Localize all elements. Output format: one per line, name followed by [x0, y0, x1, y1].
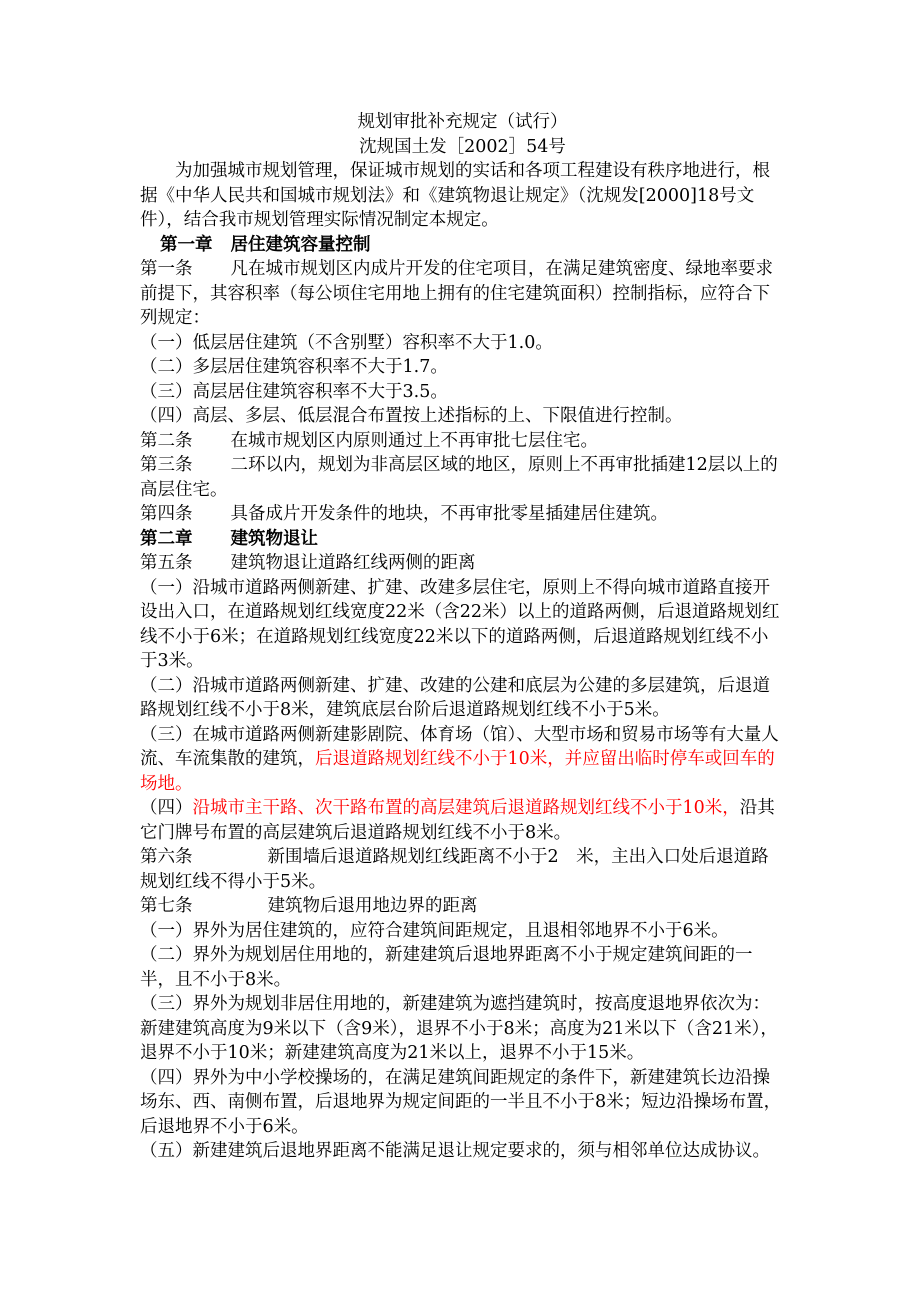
article-5-item-2: （二）沿城市道路两侧新建、扩建、改建的公建和底层为公建的多层建筑，后退道路规划红线不小于8米，建筑底层台阶后退道路规划红线不小于5米。: [140, 675, 770, 720]
article-4-number: 第四条: [140, 504, 193, 524]
article-7-item-5: （五）新建建筑后退地界距离不能满足退让规定要求的，须与相邻单位达成协议。: [140, 1141, 770, 1161]
article-5-item-4-label: （四）: [140, 798, 193, 818]
article-2: [140, 429, 785, 454]
article-5-item-4: [140, 796, 785, 845]
article-5-item-3-highlight: 后退道路规划红线不小于10米，并应留出临时停车或回车的场地。: [140, 749, 775, 794]
article-7-item-3: （三）界外为规划非居住用地的，新建建筑为遮挡建筑时，按高度退地界依次为：新建建筑高度为9米以下（含9米），退界不小于8米；高度为21米以下（含21米），退界不小于10米；新建建筑高度为21米以上，退界不小于15米。: [140, 994, 778, 1063]
article-5-item-1: （一）沿城市道路两侧新建、扩建、改建多层住宅，原则上不得向城市道路直接开设出入口，在道路规划红线宽度22米（含22米）以上的道路两侧，后退道路规划红线不小于6米；在道路规划红线宽度22米以下的道路两侧，后退道路规划红线不小于3米。: [140, 577, 780, 671]
article-7-item-4: （四）界外为中小学校操场的，在满足建筑间距规定的条件下，新建建筑长边沿操场东、西、南侧布置，后退地界为规定间距的一半且不小于8米；短边沿操场布置，后退地界不小于6米。: [140, 1067, 782, 1137]
article-4: [140, 502, 785, 527]
document-body: [140, 110, 785, 1164]
chapter-2-title: 建筑物退让: [230, 528, 318, 549]
article-5: [140, 551, 785, 576]
article-7-text: 建筑物后退用地边界的距离: [267, 896, 478, 916]
chapter-1-heading: [140, 233, 785, 258]
article-3-text: 二环以内，规划为非高层区域的地区，原则上不再审批插建12层以上的高层住宅。: [140, 455, 778, 500]
article-7-item-2: （二）界外为规划居住用地的，新建建筑后退地界距离不小于规定建筑间距的一半，且不小于8米。: [140, 945, 753, 990]
article-1-text: 凡在城市规划区内成片开发的住宅项目，在满足建筑密度、绿地率要求前提下，其容积率（每公顷住宅用地上拥有的住宅建筑面积）控制指标，应符合下列规定：: [140, 259, 773, 328]
article-3: [140, 453, 785, 502]
intro-paragraph: 为加强城市规划管理，保证城市规划的实话和各项工程建设有秩序地进行，根据《中华人民共和国城市规划法》和《建筑物退让规定》（沈规发[2000]18号文件），结合我市规划管理实际情况制定本规定。: [140, 161, 770, 230]
article-4-text: 具备成片开发条件的地块，不再审批零星插建居住建筑。: [230, 504, 668, 524]
document-title: 规划审批补充规定（试行）: [357, 112, 568, 132]
article-2-text: 在城市规划区内原则通过上不再审批七层住宅。: [230, 430, 598, 451]
article-1-item-3: （三）高层居住建筑容积率不大于3.5。: [140, 381, 448, 402]
article-1-item-1: （一）低层居住建筑（不含别墅）容积率不大于1.0。: [140, 332, 553, 353]
article-5-item-4-highlight: 沿城市主干路、次干路布置的高层建筑后退道路规划红线不小于10米，: [192, 798, 740, 818]
article-1-item-2: （二）多层居住建筑容积率不大于1.7。: [140, 357, 448, 377]
article-5-item-3: [140, 723, 785, 797]
article-7: [140, 894, 785, 919]
article-5-number: 第五条: [140, 553, 193, 573]
article-5-item-3-text: （三）在城市道路两侧新建影剧院、体育场（馆）、大型市场和贸易市场等有大量人流、车流集散的建筑，: [140, 724, 779, 769]
chapter-1-number: 第一章: [160, 234, 213, 255]
article-6-text: 新围墙后退道路规划红线距离不小于2 米，主出入口处后退道路规划红线不得小于5米。: [140, 847, 769, 892]
chapter-1-title: 居住建筑容量控制: [230, 234, 371, 255]
article-5-text: 建筑物退让道路红线两侧的距离: [230, 553, 476, 573]
article-1-number: 第一条: [140, 259, 193, 279]
article-1: [140, 257, 785, 331]
article-2-number: 第二条: [140, 430, 193, 451]
article-7-item-1: （一）界外为居住建筑的，应符合建筑间距规定，且退相邻地界不小于6米。: [140, 920, 729, 941]
article-1-item-4: （四）高层、多层、低层混合布置按上述指标的上、下限值进行控制。: [140, 406, 683, 426]
chapter-2-number: 第二章: [140, 528, 193, 549]
article-6: [140, 845, 785, 894]
article-7-number: 第七条: [140, 896, 193, 916]
chapter-2-heading: [140, 527, 785, 552]
article-3-number: 第三条: [140, 455, 193, 475]
article-5-item-4-text: 沿其它门牌号布置的高层建筑后退道路规划红线不小于8米。: [140, 798, 775, 843]
article-6-number: 第六条: [140, 847, 193, 867]
document-number: 沈规国土发［2002］54号: [359, 136, 566, 157]
